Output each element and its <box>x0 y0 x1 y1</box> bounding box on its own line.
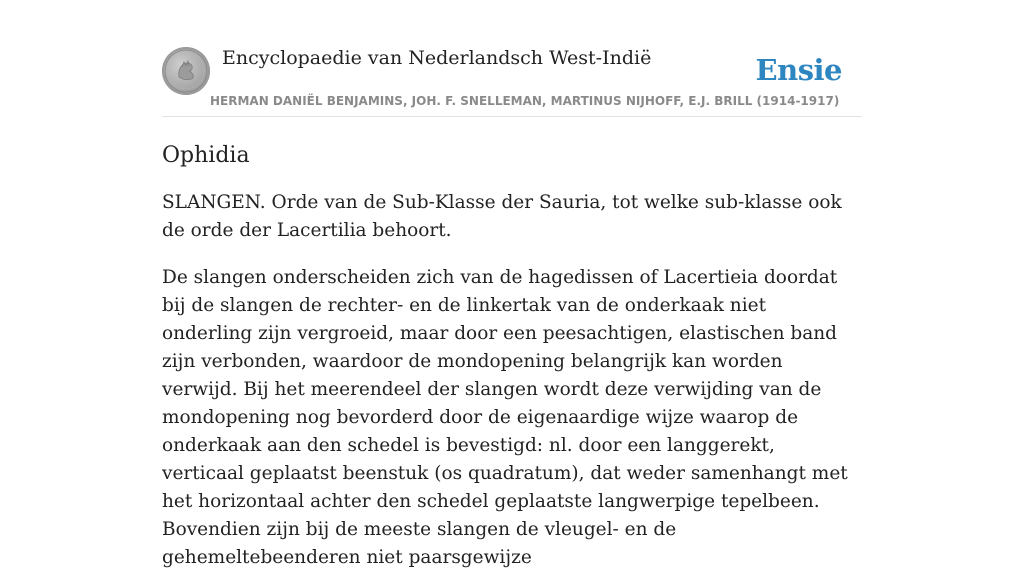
article-paragraph: De slangen onderscheiden zich van de hagedissen of Lacertieia doordat bij de slangen de rechter- en de linkertak van de onderkaak niet onderling zijn vergroeid, maar door een peesachtigen, elastischen band zijn verbonden, waardoor de mondopening belangrijk kan worden verwijd. Bij het meerendeel der slangen wordt deze verwijding van de mondopening nog bevorderd door de eigenaardige wijze waarop de onderkaak aan den schedel is bevestigd: nl. door een langgerekt, verticaal geplaatst beenstuk (os quadratum), dat weder samenhangt met het horizontaal achter den schedel geplaatste langwerpige tepelbeen. Bovendien zijn bij de meeste slangen de vleugel- en de gehemeltebeenderen niet paarsgewijze <box>162 267 848 568</box>
book-title[interactable]: Encyclopaedie van Nederlandsch West-Indië <box>222 47 652 69</box>
authors-publishers: HERMAN DANIËL BENJAMINS, JOH. F. SNELLEMAN, MARTINUS NIJHOFF, E.J. BRILL (1914-1917) <box>210 94 840 108</box>
article-paragraph: SLANGEN. Orde van de Sub-Klasse der Sauria, tot welke sub-klasse ook de orde der Lacertilia behoort. <box>162 192 842 241</box>
header <box>162 0 862 117</box>
article-headword: Ophidia <box>162 143 250 168</box>
page <box>162 0 862 572</box>
coin-seal-icon[interactable] <box>162 47 210 95</box>
brand-logo[interactable]: Ensie <box>755 53 842 87</box>
